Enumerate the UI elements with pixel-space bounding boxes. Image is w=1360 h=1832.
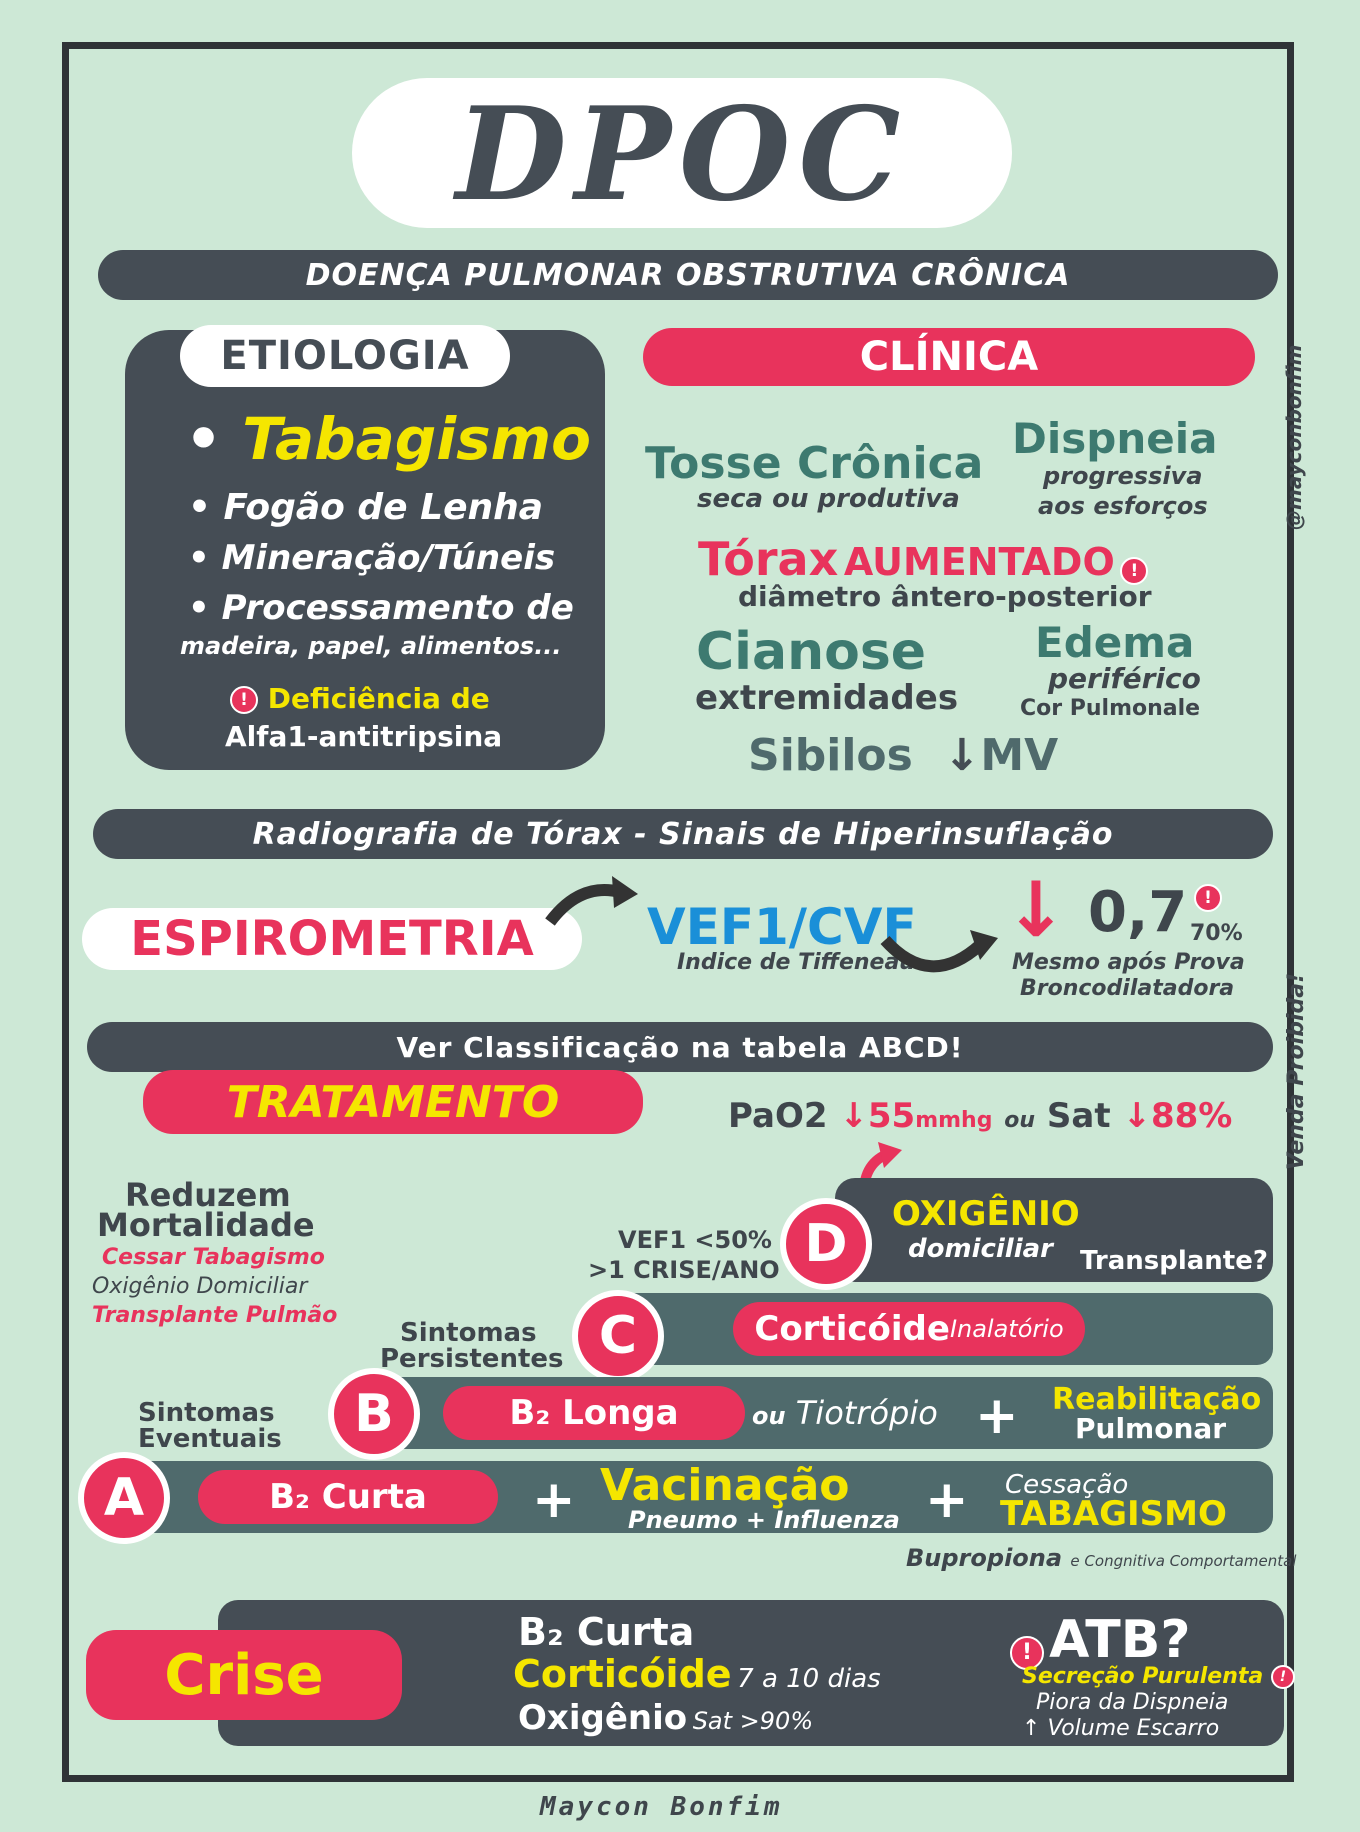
badge-a: A xyxy=(78,1452,170,1544)
clinica-header-pill xyxy=(643,328,1255,386)
subtitle: DOENÇA PULMONAR OBSTRUTIVA CRÔNICA xyxy=(305,257,1071,293)
etiologia-main-row: • Tabagismo xyxy=(185,405,591,473)
etiologia-main: Tabagismo xyxy=(242,405,591,473)
badge-d: D xyxy=(780,1198,872,1290)
domiciliar: domiciliar xyxy=(908,1234,1053,1264)
plus-icon: + xyxy=(975,1386,1019,1446)
plus-icon: + xyxy=(532,1470,576,1530)
dispneia-sub1: progressiva xyxy=(1043,462,1203,490)
curved-arrow-icon xyxy=(880,920,1000,980)
oxigenio: OXIGÊNIO xyxy=(892,1194,1080,1234)
crise-pill xyxy=(86,1630,402,1720)
etiologia-header: ETIOLOGIA xyxy=(220,333,470,379)
espiro-pill xyxy=(82,908,582,970)
clinica-header: CLÍNICA xyxy=(859,334,1039,380)
cessacao: Cessação xyxy=(1005,1470,1129,1500)
warning-icon: ! xyxy=(1194,884,1222,912)
warning-icon: ! xyxy=(1271,1665,1295,1689)
down-arrow-icon: ↓ xyxy=(839,1096,868,1136)
espiro-label: ESPIROMETRIA xyxy=(130,911,534,967)
down-arrow-icon: ↓ xyxy=(1122,1096,1151,1136)
sec: Secreção Purulenta xyxy=(1022,1664,1264,1689)
reab2: Pulmonar xyxy=(1075,1412,1227,1445)
subtitle-bar xyxy=(98,250,1278,300)
tratamento-header: TRATAMENTO xyxy=(226,1076,560,1128)
radiografia: Radiografia de Tórax - Sinais de Hiperinsuflação xyxy=(252,816,1114,852)
diametro: diâmetro ântero-posterior xyxy=(738,580,1152,613)
badge-c: C xyxy=(572,1290,664,1382)
reduzem-r3: Transplante Pulmão xyxy=(92,1303,338,1328)
etiologia-sub: madeira, papel, alimentos... xyxy=(180,632,562,660)
cognitiva: e Congnitiva Comportamental xyxy=(1070,1552,1297,1570)
crise-l2: Corticóide xyxy=(513,1652,732,1696)
down-arrow-icon: ↓ xyxy=(928,730,981,781)
author: Maycon Bonfim xyxy=(540,1792,783,1822)
aumentado: AUMENTADO xyxy=(843,540,1115,584)
cianose: Cianose xyxy=(696,622,927,682)
sat: Sat xyxy=(1046,1096,1111,1136)
b2longa-pill[interactable] xyxy=(443,1386,745,1440)
cor-pulmonale: Cor Pulmonale xyxy=(1020,696,1201,721)
ou: ou xyxy=(1004,1108,1036,1133)
etiologia-item: • Fogão de Lenha xyxy=(188,487,544,528)
reduzem1: Reduzem xyxy=(125,1176,291,1214)
bupropiona-row xyxy=(906,1544,1296,1572)
crise-label: Crise xyxy=(164,1642,324,1708)
dispneia-sub2: aos esforços xyxy=(1038,492,1208,520)
crise-l1: B₂ Curta xyxy=(518,1610,695,1654)
b-crit1: Sintomas xyxy=(138,1398,275,1428)
d-crit2: >1 CRISE/ANO xyxy=(588,1256,780,1284)
reduzem-r1: Cessar Tabagismo xyxy=(102,1245,325,1270)
dispneia: Dispneia xyxy=(1012,414,1218,463)
warning-icon: ! xyxy=(1120,557,1148,585)
volume: Volume Escarro xyxy=(1047,1716,1220,1741)
venda-text: Venda Proibida! xyxy=(1284,972,1309,1170)
mmhg: mmhg xyxy=(915,1108,993,1133)
atb-row xyxy=(1010,1610,1191,1670)
plus-icon: + xyxy=(925,1470,969,1530)
page-title: DPOC xyxy=(455,80,909,230)
reduzem-r2: Oxigênio Domiciliar xyxy=(92,1274,308,1299)
crise-l3: Oxigênio xyxy=(518,1698,688,1738)
espiro-pct: 70% xyxy=(1190,921,1243,946)
espiro-valor: 0,7 xyxy=(1088,880,1188,945)
handle-text: @mayconbonfim xyxy=(1282,344,1306,530)
sibilos-row xyxy=(748,730,1058,781)
etiologia-header-pill xyxy=(180,325,510,387)
reab1: Reabilitação xyxy=(1052,1382,1262,1417)
inalatorio: Inalatório xyxy=(949,1315,1064,1343)
pao2-row xyxy=(728,1096,1232,1136)
etiologia-item: • Mineração/Túneis xyxy=(188,538,556,578)
volume-row xyxy=(1022,1716,1219,1741)
tabagismo: TABAGISMO xyxy=(1000,1494,1227,1534)
etiologia-item: • Processamento de xyxy=(188,588,574,628)
edema: Edema xyxy=(1035,618,1195,667)
ver: Ver Classificação na tabela ABCD! xyxy=(396,1030,964,1064)
corticoide-pill[interactable] xyxy=(733,1302,1085,1356)
b2curta: B₂ Curta xyxy=(269,1477,427,1517)
vacinacao: Vacinação xyxy=(600,1460,850,1511)
b2longa: B₂ Longa xyxy=(509,1393,679,1433)
d-crit1: VEF1 <50% xyxy=(618,1226,772,1254)
tiotropio-row: ou Tiotrópio xyxy=(752,1394,938,1432)
tosse-sub: seca ou produtiva xyxy=(697,484,960,514)
indice: Indice de Tiffeneau xyxy=(677,950,915,975)
mmhg-val: 55 xyxy=(867,1096,916,1136)
curved-arrow-icon xyxy=(540,872,640,932)
tratamento-pill xyxy=(143,1070,643,1134)
atb: ATB? xyxy=(1049,1610,1191,1670)
corticoide: Corticóide xyxy=(754,1309,950,1349)
c-crit2: Persistentes xyxy=(380,1344,564,1374)
mv: MV xyxy=(980,730,1059,781)
tosse: Tosse Crônica xyxy=(645,438,984,489)
vef: VEF1/CVF xyxy=(647,898,917,956)
bupropiona: Bupropiona xyxy=(906,1544,1063,1572)
c-crit1: Sintomas xyxy=(400,1318,537,1348)
crise-l3-row xyxy=(518,1698,813,1738)
crise-l3b: Sat >90% xyxy=(692,1707,814,1735)
sibilos: Sibilos xyxy=(748,730,913,781)
sec-row xyxy=(1022,1664,1295,1689)
ver-bar xyxy=(87,1022,1273,1072)
torax: Tórax xyxy=(698,532,839,586)
crise-l2b: 7 a 10 dias xyxy=(737,1664,881,1694)
deficiencia: Deficiência de xyxy=(267,682,490,715)
warning-icon: ! xyxy=(230,686,258,714)
deficiencia-row xyxy=(230,682,490,715)
down-arrow-icon: ↓ xyxy=(1004,865,1068,954)
b-crit2: Eventuais xyxy=(138,1424,282,1454)
periferico: periférico xyxy=(1048,662,1201,695)
mesmo1: Mesmo após Prova xyxy=(1012,950,1245,975)
mesmo2: Broncodilatadora xyxy=(1020,976,1235,1001)
warning-icon: ! xyxy=(1010,1636,1044,1670)
extremidades: extremidades xyxy=(695,678,959,718)
radiografia-bar xyxy=(93,809,1273,859)
pneumo: Pneumo + Influenza xyxy=(628,1506,900,1534)
b2curta-pill[interactable] xyxy=(198,1470,498,1524)
sat-val: 88% xyxy=(1150,1096,1233,1136)
badge-b: B xyxy=(328,1368,420,1460)
alfa-text: Alfa1-antitripsina xyxy=(225,720,503,753)
crise-l2-row xyxy=(513,1652,881,1696)
pao2: PaO2 xyxy=(728,1096,828,1136)
transplante: Transplante? xyxy=(1080,1246,1268,1276)
up-arrow-icon: ↑ xyxy=(1022,1716,1041,1741)
reduzem2: Mortalidade xyxy=(97,1206,315,1244)
tiotropio: Tiotrópio xyxy=(795,1394,938,1432)
piora: Piora da Dispneia xyxy=(1036,1690,1229,1715)
torax-row xyxy=(698,532,1148,586)
